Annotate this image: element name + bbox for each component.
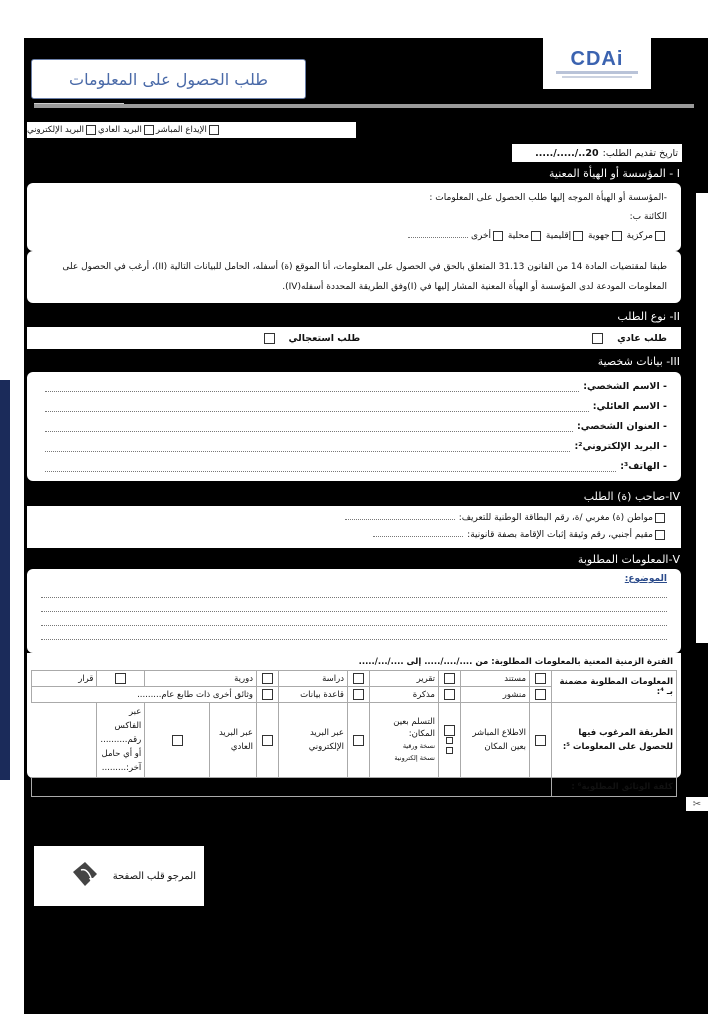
subject-line[interactable] bbox=[41, 598, 667, 612]
urgent-request-label: طلب استعجالي bbox=[288, 332, 361, 344]
checkbox-email-delivery[interactable] bbox=[353, 735, 364, 746]
last-name-field[interactable] bbox=[41, 396, 667, 416]
side-stamp-strip bbox=[0, 380, 10, 780]
logo-caption-line bbox=[556, 71, 638, 74]
checkbox-study[interactable] bbox=[353, 673, 364, 684]
checkbox-mail[interactable] bbox=[144, 125, 154, 135]
option-report: تقرير bbox=[370, 671, 439, 687]
level-options bbox=[41, 227, 667, 246]
form-title: طلب الحصول على المعلومات bbox=[31, 59, 306, 99]
email-input[interactable] bbox=[45, 450, 570, 452]
form-page bbox=[24, 38, 708, 1014]
checkbox-regional[interactable] bbox=[612, 231, 622, 241]
option-periodical: دورية bbox=[145, 671, 257, 687]
resident-id-input[interactable] bbox=[373, 536, 463, 537]
checkbox-database[interactable] bbox=[353, 689, 364, 700]
option-database: قاعدة بيانات bbox=[279, 687, 348, 703]
checkbox-other[interactable] bbox=[493, 231, 503, 241]
option-memo: مذكرة bbox=[370, 687, 439, 703]
logo-text: CDAi bbox=[570, 48, 624, 70]
flip-label: المرجو قلب الصفحة bbox=[112, 870, 196, 882]
checkbox-other-docs[interactable] bbox=[262, 689, 273, 700]
checkbox-email[interactable] bbox=[86, 125, 96, 135]
checkbox-memo[interactable] bbox=[444, 689, 455, 700]
side-legal-note bbox=[696, 193, 708, 643]
citizen-label: مواطن (ة) مغربي /ة، رقم البطاقة الوطنية للتعريف: bbox=[458, 513, 653, 523]
section-3-panel bbox=[27, 372, 681, 481]
channel-direct: الإيداع المباشر bbox=[155, 125, 207, 135]
email-label: - البريد الإلكتروني²: bbox=[574, 440, 667, 452]
contained-label: المعلومات المطلوبة مضمنة بـ ⁴: bbox=[552, 671, 677, 703]
checkbox-onsite-view[interactable] bbox=[535, 735, 546, 746]
channel-email: البريد الإلكتروني bbox=[27, 125, 85, 135]
last-name-input[interactable] bbox=[45, 410, 589, 412]
header-separator bbox=[34, 104, 694, 108]
institution-label: -المؤسسة أو الهيأة الموجه إليها طلب الحصول على المعلومات : bbox=[429, 193, 667, 203]
request-date-field[interactable] bbox=[512, 144, 682, 162]
option-document: مستند bbox=[461, 671, 530, 687]
option-study: دراسة bbox=[279, 671, 348, 687]
option-regional: جهوية bbox=[588, 231, 610, 241]
table-row bbox=[32, 671, 677, 687]
page-flip-icon bbox=[69, 860, 103, 893]
checkbox-electronic-copy[interactable] bbox=[446, 747, 453, 754]
date-label: تاريخ تقديم الطلب: bbox=[602, 147, 678, 159]
option-local: محلية bbox=[507, 231, 530, 241]
subject-line[interactable] bbox=[41, 612, 667, 626]
checkbox-paper-copy[interactable] bbox=[446, 737, 453, 744]
pickup-paper: نسخة ورقية bbox=[402, 742, 435, 750]
checkbox-citizen[interactable] bbox=[655, 513, 665, 523]
section-5-title: V-المعلومات المطلوبة bbox=[577, 553, 680, 566]
date-value: ...../...../..20 bbox=[535, 147, 599, 159]
checkbox-fax-delivery[interactable] bbox=[172, 735, 183, 746]
legal-paragraph: طبقا لمقتضيات المادة 14 من القانون 31.13 المتعلق بالحق في الحصول على المعلومات، أنا الموقع (ة) أسفله، الحامل للبيانات التالية (II)، أرغب في الحصول على المعلومات المودعة لدى المؤسسة أو الهيأة المعنية المشار إليها في (I)وفق الطريقة المحددة أسفله(IV). bbox=[62, 262, 667, 292]
resident-label: مقيم أجنبي، رقم وثيقة إثبات الإقامة بصفة قانونية: bbox=[467, 530, 653, 540]
pickup-electronic: نسخة إلكترونية bbox=[394, 754, 435, 762]
citizen-option bbox=[41, 510, 667, 527]
checkbox-publication[interactable] bbox=[535, 689, 546, 700]
cost-label: كلفة الوثائق المطلوبة⁶ : bbox=[552, 778, 677, 797]
checkbox-onsite-pickup[interactable] bbox=[444, 725, 455, 736]
method-onsite-pickup: التسلم بعين المكان: bbox=[393, 717, 435, 739]
table-row bbox=[32, 703, 677, 778]
address-input[interactable] bbox=[45, 430, 573, 432]
checkbox-decision[interactable] bbox=[115, 673, 126, 684]
first-name-label: - الاسم الشخصي: bbox=[583, 380, 667, 392]
scissors-icon: ✂ bbox=[686, 797, 708, 811]
option-provincial: إقليمية bbox=[545, 231, 572, 241]
details-panel bbox=[27, 653, 681, 792]
checkbox-central[interactable] bbox=[655, 231, 665, 241]
cost-value[interactable] bbox=[32, 778, 552, 797]
details-table bbox=[31, 670, 677, 797]
method-email: عبر البريد الإلكتروني bbox=[279, 703, 348, 778]
legal-paragraph-panel bbox=[27, 251, 681, 303]
header-separator-accent bbox=[34, 103, 124, 104]
checkbox-mail-delivery[interactable] bbox=[262, 735, 273, 746]
method-label: الطريقة المرغوب فيها للحصول على المعلومات ⁵: bbox=[552, 703, 677, 778]
other-input[interactable] bbox=[408, 237, 468, 238]
option-other: أخرى bbox=[470, 231, 492, 241]
citizen-id-input[interactable] bbox=[345, 519, 455, 520]
subject-line[interactable] bbox=[41, 584, 667, 598]
section-3-title: III- بيانات شخصية bbox=[597, 355, 680, 368]
submission-channel-box bbox=[27, 122, 356, 138]
checkbox-resident[interactable] bbox=[655, 530, 665, 540]
section-2-title: II- نوع الطلب bbox=[617, 310, 680, 323]
address-label: - العنوان الشخصي: bbox=[576, 420, 667, 432]
resident-option bbox=[41, 527, 667, 544]
phone-label: - الهاتف³: bbox=[620, 460, 667, 472]
period-field[interactable]: الفترة الزمنية المعنية بالمعلومات المطلوبة: من ..../..../..... إلى ..../.../..... bbox=[358, 657, 673, 667]
option-other-docs: وثائق أخرى ذات طابع عام......... bbox=[32, 687, 257, 703]
address-field[interactable] bbox=[41, 416, 667, 436]
logo-caption-line bbox=[562, 76, 632, 78]
subject-line[interactable] bbox=[41, 626, 667, 640]
phone-field[interactable] bbox=[41, 456, 667, 476]
method-onsite-view: الاطلاع المباشر بعين المكان bbox=[461, 703, 530, 778]
normal-request-label: طلب عادي bbox=[617, 332, 667, 344]
section-4-title: IV-صاحب (ة) الطلب bbox=[583, 490, 680, 503]
table-row bbox=[32, 778, 677, 797]
email-field[interactable] bbox=[41, 436, 667, 456]
first-name-input[interactable] bbox=[45, 390, 579, 392]
option-central: مركزية bbox=[626, 231, 653, 241]
page-turn-box bbox=[34, 846, 204, 906]
section-1-panel bbox=[27, 183, 681, 251]
checkbox-urgent-request[interactable] bbox=[264, 333, 275, 344]
subject-label: الموضوع: bbox=[624, 574, 667, 584]
subject-panel bbox=[27, 569, 681, 653]
last-name-label: - الاسم العائلي: bbox=[592, 400, 667, 412]
section-2-panel bbox=[27, 327, 681, 349]
method-mail: عبر البريد العادي bbox=[210, 703, 257, 778]
checkbox-provincial[interactable] bbox=[573, 231, 583, 241]
channel-mail: البريد العادي bbox=[98, 125, 142, 135]
phone-input[interactable] bbox=[45, 470, 616, 472]
checkbox-normal-request[interactable] bbox=[592, 333, 603, 344]
method-fax: عبر الفاكس رقم.......... أو أي حامل آخر:......... bbox=[97, 703, 145, 778]
cdai-logo bbox=[543, 38, 651, 89]
checkbox-document[interactable] bbox=[535, 673, 546, 684]
checkbox-report[interactable] bbox=[444, 673, 455, 684]
option-decision: قرار bbox=[32, 671, 97, 687]
checkbox-direct[interactable] bbox=[209, 125, 219, 135]
checkbox-periodical[interactable] bbox=[262, 673, 273, 684]
option-publication: منشور bbox=[461, 687, 530, 703]
located-label: الكائنة ب: bbox=[629, 212, 667, 222]
section-4-panel bbox=[27, 506, 681, 548]
section-1-title: I - المؤسسة أو الهيأة المعنية bbox=[549, 167, 680, 180]
first-name-field[interactable] bbox=[41, 376, 667, 396]
checkbox-local[interactable] bbox=[531, 231, 541, 241]
